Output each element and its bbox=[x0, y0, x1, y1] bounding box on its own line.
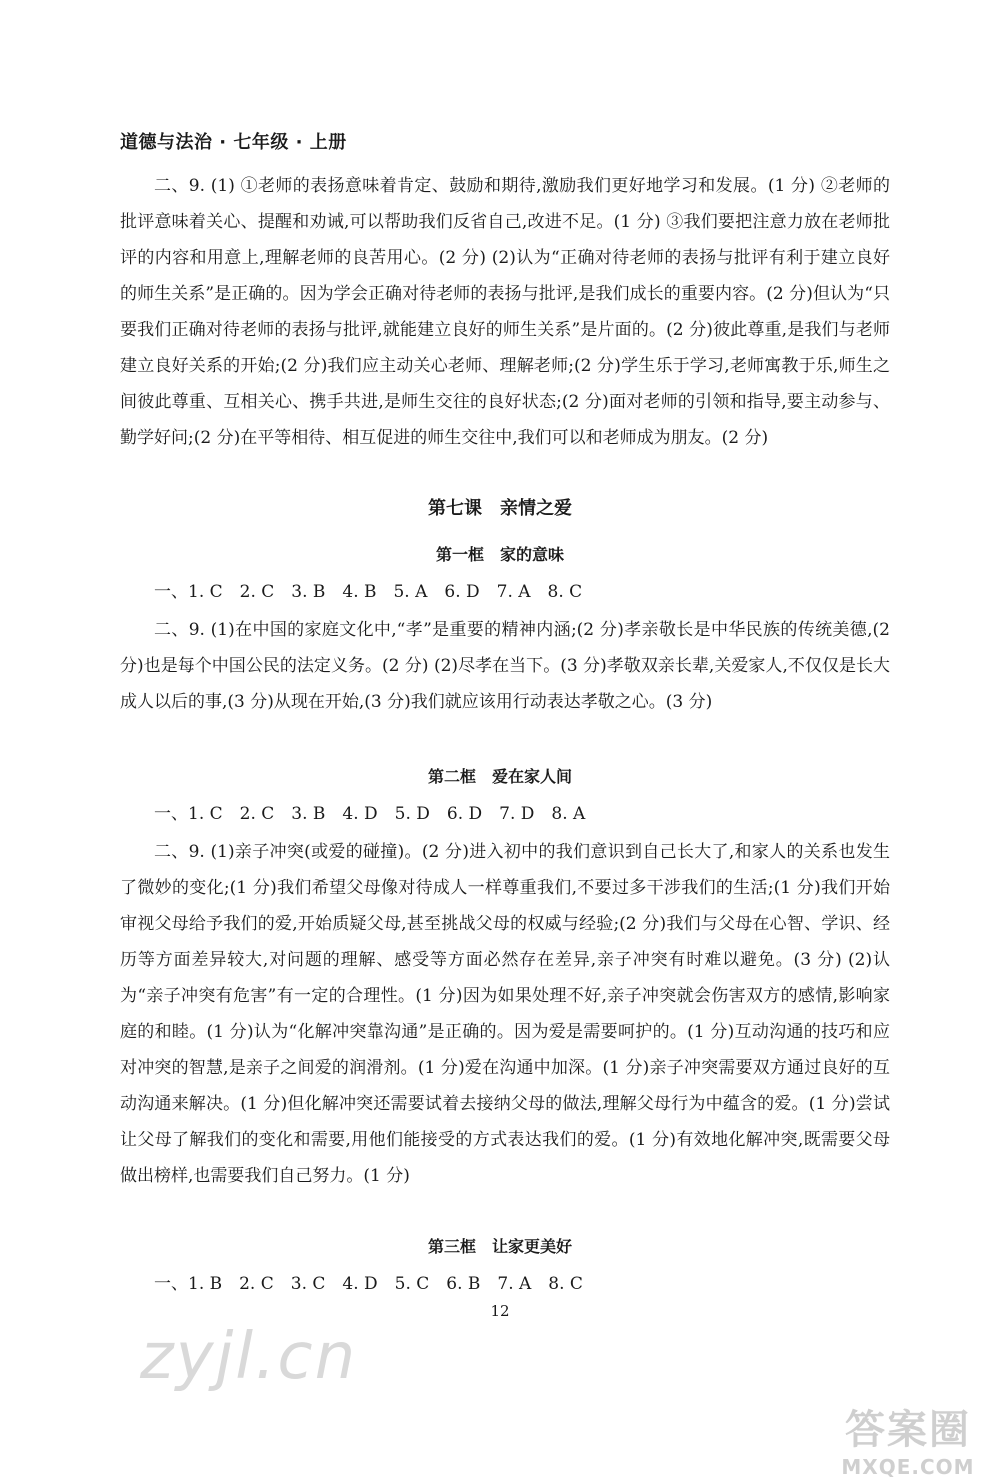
page-number: 12 bbox=[490, 1302, 510, 1320]
section-title-2: 第二框 爱在家人间 bbox=[427, 767, 572, 786]
choice-answers-1: 一、1. C 2. C 3. B 4. B 5. A 6. D 7. A 8. C bbox=[154, 582, 583, 602]
answer-paragraph: 二、9. (1)亲子冲突(或爱的碰撞)。(2 分)进入初中的我们意识到自己长大了,和家人的关系也发生了微妙的变化;(1 分)我们希望父母像对待成人一样尊重我们,不要过多干涉我们的生活;(1 分)我们开始审视父母给予我们的爱,开始质疑父母,甚至挑战父母的权威与经验;(2 分)我们与父母在心智、学识、经历等方面差异较大,对问题的理解、感受等方面必然存在差异,亲子冲突有时难以避免。(3 分) (2)认为“亲子冲突有危害”有一定的合理性。(1 分)因为如果处理不好,亲子冲突就会伤害双方的感情,影响家庭的和睦。(1 分)认为“化解冲突靠沟通”是正确的。因为爱是需要呵护的。(1 分)互动沟通的技巧和应对冲突的智慧,是亲子之间爱的润滑剂。(1 分)爱在沟通中加深。(1 分)亲子冲突需要双方通过良好的互动沟通来解决。(1 分)但化解冲突还需要试着去接纳父母的做法,理解父母行为中蕴含的爱。(1 分)尝试让父母了解我们的变化和需要,用他们能接受的方式表达我们的爱。(1 分)有效地化解冲突,既需要父母做出榜样,也需要我们自己努力。(1 分) bbox=[120, 842, 890, 1186]
choice-answers-2: 一、1. C 2. C 3. B 4. D 5. D 6. D 7. D 8. A bbox=[154, 804, 586, 824]
answer-block-sec2 bbox=[120, 834, 890, 1194]
choice-answers-3: 一、1. B 2. C 3. C 4. D 5. C 6. B 7. A 8. C bbox=[154, 1274, 583, 1294]
answer-paragraph: 二、9. (1) ①老师的表扬意味着肯定、鼓励和期待,激励我们更好地学习和发展。(1 分) ②老师的批评意味着关心、提醒和劝诫,可以帮助我们反省自己,改进不足。(1 分) ③我们要把注意力放在老师批评的内容和用意上,理解老师的良苦用心。(2 分) (2)认为“正确对待老师的表扬与批评有利于建立良好的师生关系”是正确的。因为学会正确对待老师的表扬与批评,是我们成长的重要内容。(2 分)但认为“只要我们正确对待老师的表扬与批评,就能建立良好的师生关系”是片面的。(2 分)彼此尊重,是我们与老师建立良好关系的开始;(2 分)我们应主动关心老师、理解老师;(2 分)学生乐于学习,老师寓教于乐,师生之间彼此尊重、互相关心、携手共进,是师生交往的良好状态;(2 分)面对老师的引领和指导,要主动参与、勤学好问;(2 分)在平等相待、相互促进的师生交往中,我们可以和老师成为朋友。(2 分) bbox=[120, 176, 890, 448]
watermark-logo-right bbox=[828, 1398, 988, 1479]
answer-block-lesson6 bbox=[120, 168, 890, 456]
section-title-1: 第一框 家的意味 bbox=[435, 545, 564, 564]
answer-paragraph: 二、9. (1)在中国的家庭文化中,“孝”是重要的精神内涵;(2 分)孝亲敬长是中华民族的传统美德,(2 分)也是每个中国公民的法定义务。(2 分) (2)尽孝在当下。(3 分)孝敬双亲长辈,关爱家人,不仅仅是长大成人以后的事,(3 分)从现在开始,(3 分)我们就应该用行动表达孝敬之心。(3 分) bbox=[120, 620, 890, 712]
watermark-logo-text: 答案圈 bbox=[845, 1407, 971, 1453]
answer-block-sec1 bbox=[120, 612, 890, 720]
watermark-logo-domain: MXQE.COM bbox=[841, 1455, 975, 1479]
watermark-logo-left: zyjl.cn bbox=[140, 1320, 358, 1394]
lesson-title: 第七课 亲情之爱 bbox=[428, 498, 572, 519]
running-header: 道德与法治 · 七年级 · 上册 bbox=[120, 132, 347, 153]
section-title-3: 第三框 让家更美好 bbox=[427, 1237, 572, 1256]
